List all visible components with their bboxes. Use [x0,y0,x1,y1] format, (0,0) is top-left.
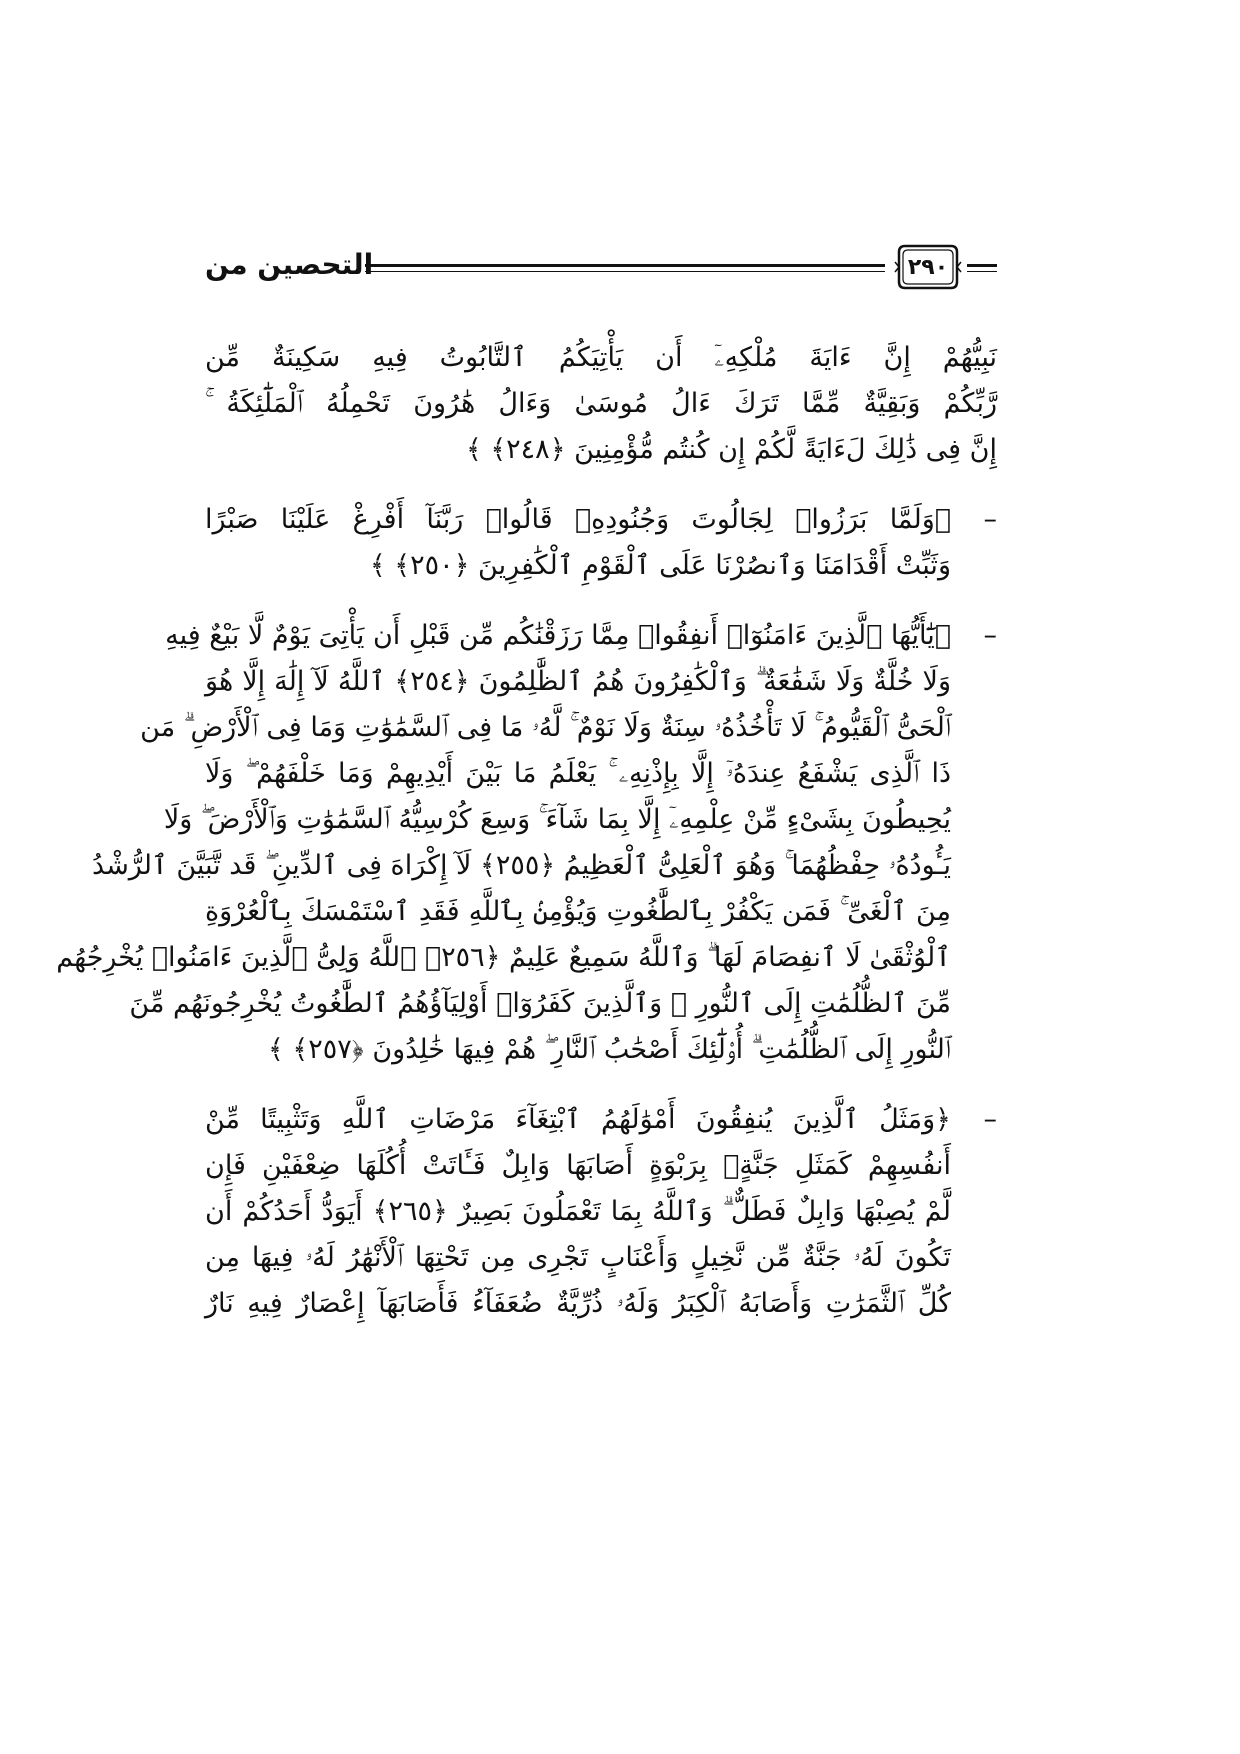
verse-paragraph [205,1097,997,1327]
header-rule-short [967,264,997,272]
verse-paragraph [56,613,997,1073]
text-line: كُلِّ ٱلثَّمَرَٰتِ وَأَصَابَهُ ٱلْكِبَرُ وَلَهُۥ ذُرِّيَّةٌ ضُعَفَآءُ فَأَصَابَهَآ إِعْصَارٌ فِيهِ نَارٌ [205,1288,951,1319]
dash-bullet: – [983,504,997,535]
header-rule [365,264,885,272]
page-number: ٢٩٠ [907,254,949,280]
verse-paragraph [205,497,997,589]
page-number-badge [895,242,961,292]
verse-paragraph [205,335,997,473]
dash-bullet: – [983,1104,997,1135]
text-line: لَّمْ يُصِبْهَا وَابِلٌ فَطَلٌّ ۗ وَٱللَّهُ بِمَا تَعْمَلُونَ بَصِيرٌ ﴿٢٦٥﴾ أَيَوَدُّ أَحَدُكُمْ أَن [205,1196,952,1227]
text-line: ﴿وَمَثَلُ ٱلَّذِينَ يُنفِقُونَ أَمْوَٰلَهُمُ ٱبْتِغَآءَ مَرْضَاتِ ٱللَّهِ وَتَثْبِيتًا مِّنْ [205,1104,951,1135]
text-line: ﴿يَٰٓأَيُّهَا ٱلَّذِينَ ءَامَنُوٓا۟ أَنفِقُوا۟ مِمَّا رَزَقْنَٰكُم مِّن قَبْلِ أَن يَأْتِىَ يَوْمٌ لَّا بَيْعٌ فِيهِ [165,620,951,651]
text-line: وَثَبِّتْ أَقْدَامَنَا وَٱنصُرْنَا عَلَى ٱلْقَوْمِ ٱلْكَٰفِرِينَ ﴿٢٥٠﴾ ﴾ [369,550,951,581]
text-line: مِّنَ ٱلظُّلُمَٰتِ إِلَى ٱلنُّورِ ۖ وَٱلَّذِينَ كَفَرُوٓا۟ أَوْلِيَآؤُهُمُ ٱلطَّٰغُوتُ يُخْرِجُونَهُم مِّنَ [129,988,951,1019]
text-line: ﴿وَلَمَّا بَرَزُوا۟ لِجَالُوتَ وَجُنُودِهِۦ قَالُوا۟ رَبَّنَآ أَفْرِغْ عَلَيْنَا صَبْرًا [205,504,951,535]
text-line: يُحِيطُونَ بِشَىْءٍ مِّنْ عِلْمِهِۦٓ إِلَّا بِمَا شَآءَ ۚ وَسِعَ كُرْسِيُّهُ ٱلسَّمَٰوَٰتِ وَٱلْأَرْضَ ۖ وَلَا [163,804,951,835]
text-line: مِنَ ٱلْغَىِّ ۚ فَمَن يَكْفُرْ بِٱلطَّٰغُوتِ وَيُؤْمِنۢ بِٱللَّهِ فَقَدِ ٱسْتَمْسَكَ بِٱلْعُرْوَةِ [205,896,951,927]
text-line: ٱلنُّورِ إِلَى ٱلظُّلُمَٰتِ ۗ أُو۟لَٰٓئِكَ أَصْحَٰبُ ٱلنَّارِ ۖ هُمْ فِيهَا خَٰلِدُونَ ﴿٢٥٧﴾ ﴾ [268,1034,951,1065]
text-line: أَنفُسِهِمْ كَمَثَلِ جَنَّةٍۭ بِرَبْوَةٍ أَصَابَهَا وَابِلٌ فَـَٔاتَتْ أُكُلَهَا ضِعْفَيْنِ فَإِن [205,1150,951,1181]
text-line: إِنَّ فِى ذَٰلِكَ لَءَايَةً لَّكُمْ إِن كُنتُم مُّؤْمِنِينَ ﴿٢٤٨﴾ ﴾ [465,434,997,465]
text-line: ٱلْوُثْقَىٰ لَا ٱنفِصَامَ لَهَا ۗ وَٱللَّهُ سَمِيعٌ عَلِيمٌ ﴿٢٥٦﴾ ٱللَّهُ وَلِىُّ ٱلَّذِينَ ءَامَنُوا۟ يُخْرِجُهُم [56,942,951,973]
text-line: تَكُونَ لَهُۥ جَنَّةٌ مِّن نَّخِيلٍ وَأَعْنَابٍ تَجْرِى مِن تَحْتِهَا ٱلْأَنْهَٰرُ لَهُۥ فِيهَا مِن [205,1242,951,1273]
text-line: رَّبِّكُمْ وَبَقِيَّةٌ مِّمَّا تَرَكَ ءَالُ مُوسَىٰ وَءَالُ هَٰرُونَ تَحْمِلُهُ ٱلْمَلَٰٓئِكَةُ ۚ [205,388,997,419]
page-header [205,242,997,298]
text-line: وَلَا خُلَّةٌ وَلَا شَفَٰعَةٌ ۗ وَٱلْكَٰفِرُونَ هُمُ ٱلظَّٰلِمُونَ ﴿٢٥٤﴾ ٱللَّهُ لَآ إِلَٰهَ إِلَّا هُوَ [205,666,951,697]
text-line: ٱلْحَىُّ ٱلْقَيُّومُ ۚ لَا تَأْخُذُهُۥ سِنَةٌ وَلَا نَوْمٌ ۚ لَّهُۥ مَا فِى ٱلسَّمَٰوَٰتِ وَمَا فِى ٱلْأَرْضِ ۗ مَن [140,712,951,743]
dash-bullet: – [983,620,997,651]
text-line: نَبِيُّهُمْ إِنَّ ءَايَةَ مُلْكِهِۦٓ أَن يَأْتِيَكُمُ ٱلتَّابُوتُ فِيهِ سَكِينَةٌ مِّن [205,342,997,373]
text-line: يَـُٔودُهُۥ حِفْظُهُمَا ۚ وَهُوَ ٱلْعَلِىُّ ٱلْعَظِيمُ ﴿٢٥٥﴾ لَآ إِكْرَاهَ فِى ٱلدِّينِ ۖ قَد تَّبَيَّنَ ٱلرُّشْدُ [92,850,951,881]
running-title: التحصين من [205,248,374,281]
text-line: ذَا ٱلَّذِى يَشْفَعُ عِندَهُۥٓ إِلَّا بِإِذْنِهِۦ ۚ يَعْلَمُ مَا بَيْنَ أَيْدِيهِمْ وَمَا خَلْفَهُمْ ۖ وَلَا [205,758,951,789]
page-body [56,335,997,1327]
